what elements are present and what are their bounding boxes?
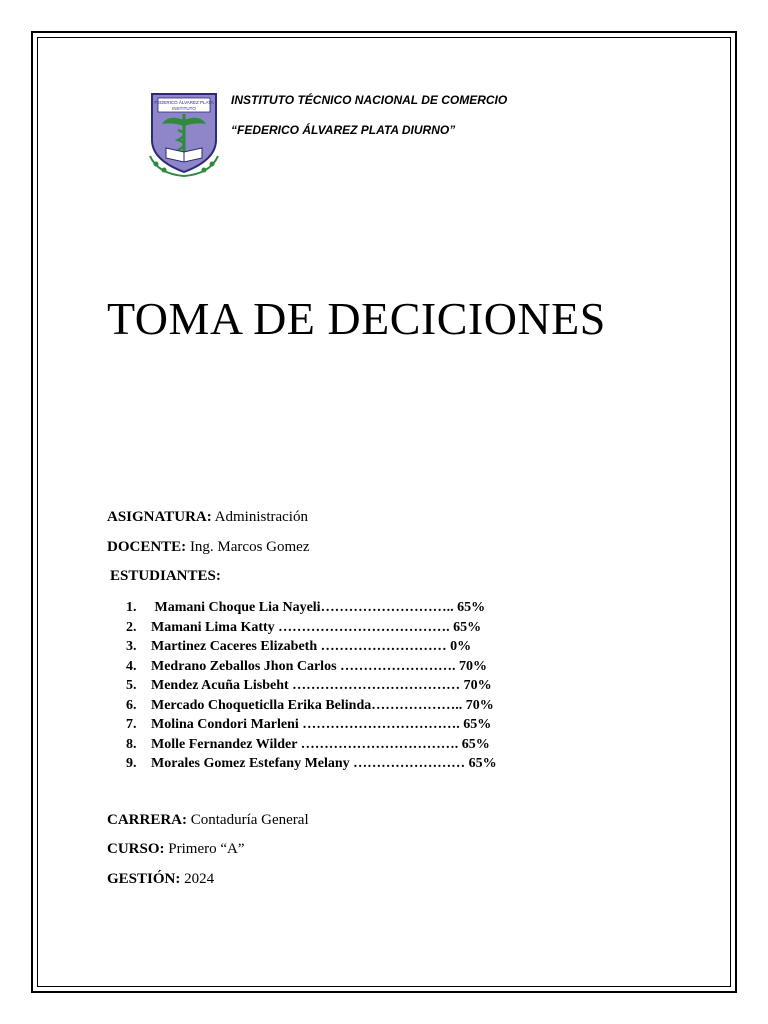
list-item: 4. Medrano Zeballos Jhon Carlos ……………………. 70% <box>126 658 488 674</box>
curso-line <box>107 841 245 858</box>
institution-name: INSTITUTO TÉCNICO NACIONAL DE COMERCIO <box>231 93 508 107</box>
gestion-line <box>107 871 214 888</box>
list-item: 1. Mamani Choque Lia Nayeli……………………….. 65% <box>126 600 486 615</box>
asignatura-label: ASIGNATURA: <box>107 509 212 525</box>
list-item: 8. Molle Fernandez Wilder ……………………………. 65% <box>126 736 490 752</box>
carrera-label: CARRERA: <box>107 812 187 828</box>
list-item: 9. Morales Gomez Estefany Melany …………………… 65% <box>126 756 497 771</box>
student-list <box>126 598 497 774</box>
curso-value: Primero “A” <box>164 841 245 857</box>
institution-subname: “FEDERICO ÁLVAREZ PLATA DIURNO” <box>231 123 456 137</box>
asignatura-line <box>107 509 308 526</box>
list-item: 7. Molina Condori Marleni ……………………………. 65% <box>126 717 492 732</box>
list-item: 3. Martinez Caceres Elizabeth ……………………… 0% <box>126 639 472 654</box>
carrera-line <box>107 812 309 829</box>
estudiantes-label: ESTUDIANTES: <box>110 568 221 584</box>
list-item: 2. Mamani Lima Katty ………………………………. 65% <box>126 619 482 635</box>
document-title: TOMA DE DECICIONES <box>107 293 606 344</box>
institution-logo <box>146 90 222 178</box>
gestion-label: GESTIÓN: <box>107 871 181 887</box>
list-item: 6. Mercado Choqueticlla Erika Belinda……………….. 70% <box>126 697 494 713</box>
asignatura-value: Administración <box>211 509 308 525</box>
docente-label: DOCENTE: <box>107 539 187 555</box>
docente-value: Ing. Marcos Gomez <box>186 539 310 555</box>
curso-label: CURSO: <box>107 841 165 857</box>
docente-line <box>107 539 309 556</box>
svg-text:INSTITUTO: INSTITUTO <box>172 106 196 111</box>
gestion-value: 2024 <box>180 871 215 887</box>
svg-text:FEDERICO ÁLVAREZ PLATA: FEDERICO ÁLVAREZ PLATA <box>154 100 214 105</box>
carrera-value: Contaduría General <box>187 812 309 828</box>
list-item: 5. Mendez Acuña Lisbeht ……………………………… 70% <box>126 678 492 693</box>
